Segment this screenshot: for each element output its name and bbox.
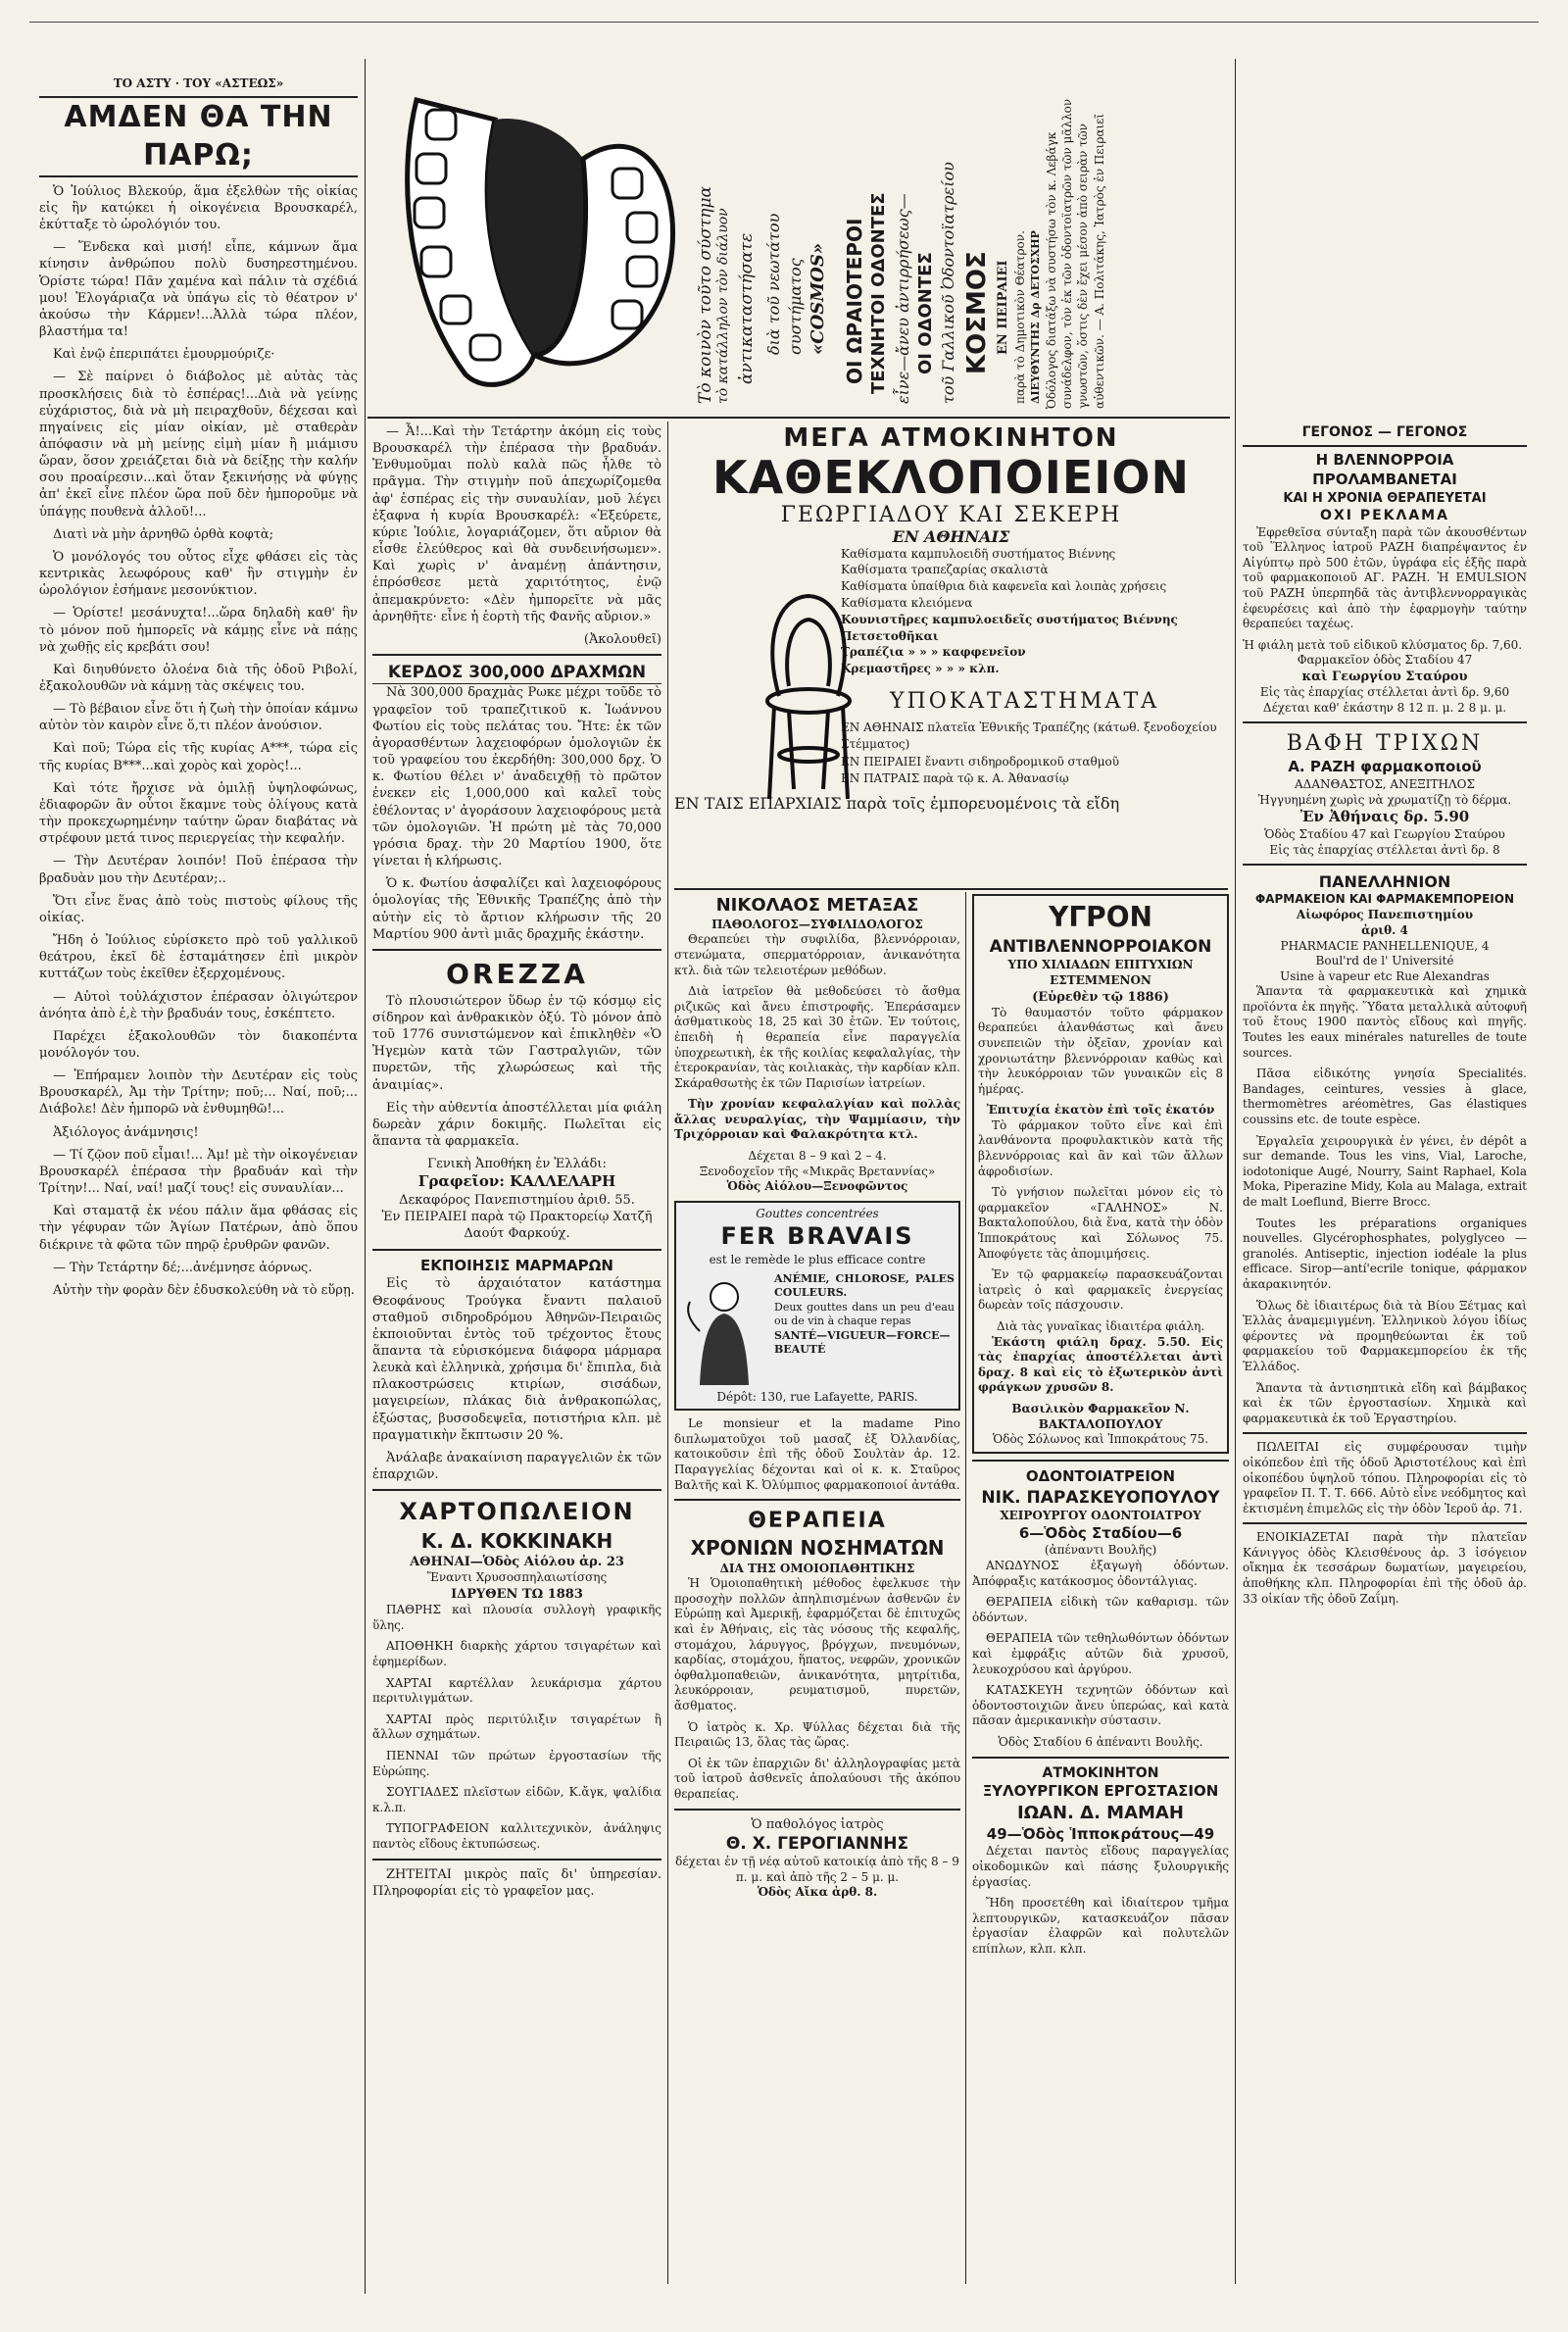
vafi-price: Ἐν Ἀθήναις δρ. 5.90 [1299, 808, 1470, 826]
vafi-name: Α. ΡΑΖΗ φαρμακοποιοῦ [1288, 758, 1482, 776]
metaxas-text: Θεραπεύει τὴν συφιλίδα, βλεννόρροιαν, στενώματα, σπερματόρροιαν, ἀνικανότητα κτλ. διὰ τῶν τελειοτέρων μεθόδων. [674, 932, 960, 977]
orezza-text2: Εἰς τὴν αὐθεντία ἀποστέλλεται μία φιάλη δωρεὰν χάριν δοκιμῆς. Πωλεῖται εἰς ἅπαντα τὰ φαρμακεῖα. [372, 1100, 662, 1150]
story-para: Διατὶ νὰ μὴν ἀρνηθῶ ὀρθὰ κοφτὰ; [53, 526, 274, 542]
column-three [674, 894, 960, 2286]
orezza-office: Γραφεῖον: ΚΑΛΛΕΛΑΡΗ [417, 1172, 616, 1191]
vafi-t3: Ἠγγυημένη χωρὶς νὰ χρωματίζῃ τὸ δέρμα. [1257, 792, 1512, 807]
kerdos-title: ΚΕΡΔΟΣ 300,000 ΔΡΑΧΜΩΝ [372, 662, 662, 684]
story-para: — Αὐτοὶ τοὐλάχιστον ἐπέρασαν ὀλιγώτερον ἀνόητα ἀπὸ ἐ,ὲ τὴν βραδυάν τους, ἐσκέπτετο. [39, 989, 358, 1021]
enoikiazetai-notice: ΕΝΟΙΚΙΑΖΕΤΑΙ παρὰ τὴν πλατεῖαν Κάνιγγος ὁδὸς Κλεισθένους ἀρ. 3 ἰσόγειον οἴκημα ἐκ τεσσάρων δωματίων, μαγειρείου, ἀποθήκης κλπ. Πληροφορίαι ἐπὶ τῆς ὁδοῦ ἀρ. 33 οἰκίαν τῆς ὁδοῦ Ζαΐμη. [1243, 1530, 1527, 1606]
chartopoleion-addr: ΑΘΗΝΑΙ—Ὁδὸς Αἰόλου ἀρ. 23 [410, 1555, 624, 1570]
fer-name: FER BRAVAIS [720, 1222, 914, 1251]
chartopoleion-line: ΤΥΠΟΓΡΑΦΕΙΟΝ καλλιτεχνικὸν, ἀνάληψις παντὸς εἴδους ἐκτυπώσεως. [372, 1821, 662, 1851]
gegonos-h1: Η ΒΛΕΝΝΟΡΡΟΙΑ ΠΡΟΛΑΜΒΑΝΕΤΑΙ [1312, 451, 1457, 489]
vafi-title: ΒΑΦΗ ΤΡΙΧΩΝ [1286, 731, 1484, 757]
column-two [372, 423, 662, 2286]
chartopoleion-line: ΣΟΥΓΙΑΔΕΣ πλεῖστων εἰδῶν, Κ.ἄγκ, ψαλίδια κ.λ.π. [372, 1785, 662, 1814]
gegonos-title: ΓΕΓΟΝΟΣ — ΓΕΓΟΝΟΣ [1301, 424, 1468, 440]
metaxas-text2: Διὰ ἰατρεῖον θὰ μεθοδεύσει τὸ ἄσθμα ριζικῶς καὶ ἄνευ ἐπιστροφῆς. Ἐπεράσαμεν ἀσθματικοὺς 18, 25 καὶ 30 ἐτῶν. Ἐν τούτοις, ἐπειδὴ ἡ θεραπεία εἶνε παραγγελία ὑποχρεωτικὴ, ἐκ τῆς κοιλίας κεφαλαλγίας, τὴν ἑτεροκρανίαν, τὰς κοιλιακὰς, τὴν καρδίαν κλπ. Σκάραθσωτὴς ἐκ τῶν Παρισίων ἰατρείων. [674, 984, 960, 1090]
panellinion-fr3: Usine à vapeur etc Rue Alexandras [1280, 968, 1490, 983]
cosmos-line: εἶνε—ἄνευ ἀντιρρήσεως— [894, 193, 912, 404]
panellinion-fr2: Boul'rd de l' Université [1315, 954, 1454, 968]
top-border [29, 8, 1539, 23]
ygron-title: ΥΓΡΟΝ [1049, 901, 1152, 933]
chartopoleion-founded: ΙΔΡΥΘΕΝ ΤΩ 1883 [451, 1587, 583, 1603]
fer-dose: Deux gouttes dans un peu d'eau ou de vin à chaque repas [774, 1300, 955, 1328]
therapeia-title: ΘΕΡΑΠΕΙΑ [748, 1509, 887, 1534]
furniture-branch: ΕΝ ΠΑΤΡΑΙΣ παρὰ τῷ κ. Α. Ἀθανασίῳ [841, 771, 1069, 786]
chair-illustration [755, 588, 862, 804]
furniture-item: Καθίσματα τραπεζαρίας σκαλιστὰ [841, 563, 1049, 577]
dentist-text: ΑΝΩΔΥΝΟΣ ἐξαγωγὴ ὀδόντων. Ἀπόφραξις κατάκοσμος ὀδοντάλγιας. [972, 1558, 1229, 1588]
pino-caption: Le monsieur et la madame Pino διπλωματοῦχοι τοῦ μασαζ ἐξ Ὀλλανδίας, κατοικοῦσιν ἐπὶ τῆς ὁδοῦ Σουλτὰν ἀρ. 12. Παραγγελίας δέχονται καὶ οἱ κ. κ. Σταῦρος Βαλτῆς καὶ Κ. Ὀλύμπιος φαρμακοποιοί ἀντάθα. [674, 1416, 960, 1492]
cosmos-line: παρὰ τὸ Δημοτικὸν Θέατρον. [1013, 230, 1027, 404]
story-para: — Ἕνδεκα καὶ μισή! εἶπε, κάμνων ἅμα κίνησιν ἀνθρώπου πολὺ δυσηρεστημένου. Ὁρίστε τώρα! Πᾶν χαμένα καὶ πάλιν τὰ σχέδιά μου! Ἐλογάριαζα νὰ ὑπάγω εἰς τὸ θέατρον ν' ἀκούσω τὴν Κάρμεν!...Ἀλλὰ τώρα πλέον, βλαστήμα τα! [39, 240, 358, 340]
story-title: ΑΜΔΕΝ ΘΑ ΤΗΝ ΠΑΡΩ; [39, 96, 358, 177]
kerdos-text: Νὰ 300,000 δραχμὰς Ρωκε μέχρι τοῦδε τὸ γραφεῖον τοῦ τραπεζιτικοῦ κ. Ἰωάννου Φωτίου εἰς τοὺς πελάτας του. Ἤτε: ἐκ τῶν ἀγορασθέντων λαχειοφόρων ὁμολογιῶν ἐκ τοῦ γραφείου του ἐκερδήθη: 300,000 δρχ. Ὁ κ. Φωτίου θέλει ν' ἀναδειχθῇ τὸ πρῶτον ἐνεκεν εἰς 1,000,000 καὶ καλεῖ τοὺς ἐθέλοντας ν' ἀγοράσουν λαχειοφόρους μετὰ τῶν ὁμολογιῶν. Ἡ πρώτη μὲ τὰς 70,000 γρόσια δραχ. τὴν 20 Μαρτίου 1900, ὅτε γίνεται ἡ κλήρωσις. [372, 685, 662, 869]
mamai-t3: ΙΩΑΝ. Δ. ΜΑΜΑΗ [1017, 1802, 1184, 1823]
gerogianis-t1: Ὁ παθολόγος ἰατρὸς [751, 1816, 884, 1832]
story-para: Καὶ διηυθύνετο ὀλοένα διὰ τῆς ὁδοῦ Ριβολί, ἐξακολουθῶν νὰ κάμνῃ τὰς σκέψεις του. [39, 662, 358, 694]
story-para: — Ὁρίστε! μεσάνυχτα!...ὥρα δηλαδὴ καθ' ἣν τὸ μόνον ποῦ ἠμπορεῖς νὰ κάμῃς εἶνε νὰ πάῃς νὰ χωθῇς εἰς κρεβάτι σου! [39, 606, 358, 655]
story-continued: — Ἆ!...Καὶ τὴν Τετάρτην ἀκόμη εἰς τοὺς Βρουσκαρέλ τὴν ἐπέρασα τὴν βραδυάν. Ἐνθυμοῦμαι πολὺ καλὰ πῶς ἦλθε τὸ πρᾶγμα. Τὴν στιγμὴν ποῦ ἀπεχωρίζομεθα ἀφ' ἑσπέρας εἰς τὴν συναυλίαν, μοῦ λέγει ἐξαφνα ἡ κυρία Βρουσκαρέλ: «Ἐξεύρετε, κύριε Ἰούλιε, λογαριάζομεν, ὅτι αὔριον θὰ εἶσθε ἐλεύθερος καὶ θὰ συνδεινήσωμεν». Καὶ χωρὶς ν' ἀναμένῃ ἀπάντησιν, ἐπρόσθεσε μετὰ χαριτότητος, ἐνῷ ἀπεμακρύνετο: «Δὲν ἠμπορεῖτε νὰ μᾶς ἀρνηθῆτε· εἶνε ἡ ἑορτὴ τῆς Φανῆς αὔριον.» [372, 424, 662, 624]
furniture-item: Καθίσματα καμπυλοειδῆ συστήματος Βιέννης [841, 546, 1116, 561]
story-para: — Τὴν Δευτέραν λοιπόν! Ποῦ ἐπέρασα τὴν βραδυὰν μου τὴν Δευτέραν;.. [39, 854, 358, 886]
panellinion-text3: Ἐργαλεῖα χειρουργικὰ ἐν γένει, ἐν dépôt a sur demande. Tous les vins, Vial, Laroche, iodotonique Augé, Nourry, Saint Raphael, Kola Moka, Piperazine Midy, Kola au Malaga, extrait de malt Loeflund, Bierre Brocc. [1243, 1133, 1527, 1209]
story-para: Καὶ ποῦ; Τώρα εἰς τῆς κυρίας Α***, τώρα εἰς τῆς κυρίας Β***...καὶ χορὸς καὶ χορὸς!... [39, 741, 358, 773]
ygron-t5: (Εὑρεθὲν τῷ 1886) [1032, 989, 1169, 1005]
fer-bravais-ad [674, 1201, 960, 1411]
chartopoleion-title: ΧΑΡΤΟΠΩΛΕΙΟΝ [399, 1498, 635, 1526]
ygron-sign: Βασιλικὸν Φαρμακεῖον Ν. ΒΑΚΤΑΛΟΠΟΥΛΟΥ [1011, 1401, 1190, 1431]
ad-rule [368, 417, 1230, 419]
ygron-text: Τὸ θαυμαστόν τοῦτο φάρμακον θεραπεύει ἀλανθάστως καὶ ἄνευ συνεπειῶν τὴν ὀξεῖαν, χρονίαν καὶ χρονιωτάτην βλεννόρροιαν καθὼς καὶ τὴν λευκόρροιαν τῶν γυναικῶν εἰς 8 ἡμέρας. [978, 1005, 1223, 1096]
metaxas-title: ΠΑΘΟΛΟΓΟΣ—ΣΥΦΙΛΙΔΟΛΟΓΟΣ [711, 917, 923, 931]
testimonial-text: Ὀδόλογος διατάξω νὰ συστήσω τὸν κ. Λεβάγκ συνάδελφον, τὸν ἐκ τῶν ὀδοντοϊατρῶν τῶν μᾶλλον γνωστῶν, ὅστις δὲν ἔχει μέσον ἀπὸ σειρὰν τῶν αὐθεντικῶν. — Α. Πολιτάκης, Ἰατρὸς ἐν Πειραιεῖ [1045, 98, 1106, 409]
panellinion-text6: Ἄπαντα τὰ ἀντισηπτικὰ εἴδη καὶ βάμβακος καὶ ἐκ τῶν ἐργοστασίων. Χημικὰ καὶ φαρμακευτικὰ ἐκ τοῦ Ἐργαστηρίου. [1243, 1380, 1527, 1425]
story-para: Ἤδη ὁ Ἰούλιος εὑρίσκετο πρὸ τοῦ γαλλικοῦ θεάτρου, ἐκεῖ δὲ ἐσταμάτησεν ἐπὶ μικρὸν κυττάζων τοὺς ἐκεῖθεν ἐξερχομένους. [39, 933, 358, 982]
furniture-branch: ΕΝ ΑΘΗΝΑΙΣ πλατεῖα Ἐθνικῆς Τραπέζης (κάτωθ. ξενοδοχείου Στέμματος) [841, 719, 1217, 752]
gegonos-hours: Δέχεται καθ' ἑκάστην 8 12 π. μ. 2 8 μ. μ. [1262, 700, 1507, 715]
panellinion-text4: Toutes les préparations organiques nouvelles. Glycérophosphates, polyglyceo — granolés. Antiseptic, injection iodéale la plus efficace. Sirop—antí'ecrile tonique, φάρμακον ἀκαρακινητόν. [1243, 1216, 1527, 1291]
cosmos-line: ΔΙΕΥΘΥΝΤΗΣ Δρ ΔΕΤΟΣΧΗΡ [1029, 230, 1042, 404]
ygron-ad [972, 894, 1229, 1454]
furniture-item: Τραπέζια » » » καφφενεῖον [841, 645, 1026, 660]
dentures-illustration [377, 61, 691, 414]
cosmos-ad [686, 61, 1042, 414]
furniture-item: Κρεμαστῆρες » » » κλπ. [841, 662, 1000, 676]
metaxas-hours: Δέχεται 8 – 9 καὶ 2 – 4. [748, 1149, 887, 1164]
dentist-t2: ΝΙΚ. ΠΑΡΑΣΚΕΥΟΠΟΥΛΟΥ [981, 1487, 1220, 1508]
story-para: — Τὴν Τετάρτην δέ;...ἀνέμνησε ἀόρνως. [53, 1260, 313, 1275]
mamai-text2: Ἤδη προσετέθη καὶ ἰδιαίτερον τμῆμα λεπτουργικῶν, κατασκευάζον πᾶσαν ἐργασίαν ἐλαφρῶν καὶ πολυτελῶν επίπλων, κλπ. κλπ. [972, 1896, 1229, 1956]
furniture-title1: ΜΕΓΑ ΑΤΜΟΚΙΝΗΤΟΝ [783, 423, 1119, 453]
furniture-item: Κουνιστῆρες καμπυλοειδεῖς συστήματος Βιέννης [841, 612, 1178, 626]
column-story [39, 76, 358, 2292]
fer-sub: est le remède le plus efficace contre [709, 1253, 926, 1267]
gerogianis-name: Θ. Χ. ΓΕΡΟΓΙΑΝΝΗΣ [725, 1833, 909, 1854]
cosmos-line: ΚΟΣΜΟΣ [962, 251, 992, 374]
furniture-branch: ΕΝ ΠΕΙΡΑΙΕΙ ἔναντι σιδηροδρομικοῦ σταθμοῦ [841, 754, 1120, 769]
gegonos-pharm: Φαρμακεῖον ὁδὸς Σταδίου 47 [1297, 653, 1473, 668]
marmara-text: Εἰς τὸ ἀρχαιότατον κατάστημα Θεοφάνους Τρούγκα ἔναντι παλαιοῦ σταθμοῦ σιδηροδρόμου Ἀθηνῶν-Πειραιῶς ἐκποιοῦνται ἐντὸς τοῦ τρέχοντος ἔτους ἅπαντα τὰ εὑρισκόμενα διάφορα μάρμαρα λευκὰ καὶ ἑλληνικὰ, χρήσιμα δι' ἔπιπλα, διὰ πλακοστρώσεις κτιρίων, σισάδων, μαγειρείων, πλάκας διὰ ἀνθρακοπώλας, ἐξώστας, βυσσοδεψεῖα, ποτιστήρια κλπ. μὲ πραγματικὴν ἔκπτωσιν 20 %. [372, 1276, 662, 1443]
marmara-text2: Ἀνάλαβε ἀνακαίνιση παραγγελιῶν ἐκ τῶν ἐπαρχιῶν. [372, 1450, 662, 1483]
column-rule [365, 59, 366, 2294]
cosmos-line: τοῦ Γαλλικοῦ Ὀδοντοϊατρείου [939, 162, 957, 404]
cosmos-line: ΕΝ ΠΕΙΡΑΙΕΙ [996, 260, 1010, 355]
kerdos-text2: Ὁ κ. Φωτίου ἀσφαλίζει καὶ λαχειοφόρους ὁμολογίας τῆς Ἐθνικῆς Τραπέζης ἀπὸ τὴν αὐτὴν εἰς τὸ ἄρτιον κλήρωσιν τῆς 20 Μαρτίου 900 ἀντὶ μιᾶς δραχμῆς ἑκάστην. [372, 876, 662, 942]
story-para: — Τί ζῷον ποῦ εἶμαι!... Ἀμ! μὲ τὴν οἰκογένειαν Βρουσκαρέλ ἐπέρασα τὴν βραδυάν καὶ τὴν Τρίτην!... Ναί, ναί! μαζί τους! εἰς συναυλίαν... [39, 1147, 358, 1197]
metaxas-addr2: Ὁδὸς Αἰόλου—Ξενοφῶντος [726, 1179, 908, 1194]
mamai-text: Δέχεται παντὸς εἴδους παραγγελίας οἰκοδομικῶν καὶ πάσης ξυλουργικῆς ἐργασίας. [972, 1844, 1229, 1889]
column-rule [965, 892, 966, 2284]
chartopoleion-line: ΧΑΡΤΑΙ καρτέλλαν λευκάρισμα χάρτου περιτυλιγμάτων. [372, 1675, 662, 1706]
story-para: Αὐτὴν τὴν φορὰν δὲν ἐδυσκολεύθη νὰ τὸ εὕρῃ. [53, 1282, 355, 1298]
metaxas-addr: Ξενοδοχεῖον τῆς «Μικρᾶς Βρεταννίας» [699, 1164, 936, 1178]
orezza-addr: Δεκαφόρος Πανεπιστημίου ἀριθ. 55. [399, 1193, 635, 1209]
column-five [1243, 423, 1527, 2286]
zitoun-notice: ΖΗΤΕΙΤΑΙ μικρὸς παῖς δι' ὑπηρεσίαν. Πληροφορίαι εἰς τὸ γραφεῖον μας. [372, 1866, 662, 1899]
chartopoleion-name: Κ. Δ. ΚΟΚΚΙΝΑΚΗ [420, 1528, 613, 1553]
panellinion-t3: Αἰωφόρος Πανεπιστημίου [1296, 908, 1474, 922]
dentist-text2: ΘΕΡΑΠΕΙΑ εἰδικὴ τῶν καθαρισμ. τῶν ὀδόντων. [972, 1595, 1229, 1624]
dentist-t3: ΧΕΙΡΟΥΡΓΟΥ ΟΔΟΝΤΟΙΑΤΡΟΥ [1000, 1509, 1201, 1522]
vafi-t2: ΑΔΑΝΘΑΣΤΟΣ, ΑΝΕΞΙΤΗΛΟΣ [1294, 777, 1475, 792]
cosmos-testimonial [1044, 61, 1230, 414]
metaxas-highlight: Τὴν χρονίαν κεφαλαλγίαν καὶ πολλὰς ἄλλας νευραλγίας, τὴν Ψαμμίασιν, τὴν Τριχόρροιαν καὶ Φαλακρότητα κτλ. [674, 1097, 960, 1142]
chartopoleion-line: ΧΑΡΤΑΙ πρὸς περιτύλιξιν τσιγαρέτων ἢ ἄλλων σχημάτων. [372, 1712, 662, 1742]
story-para: Καὶ τότε ἤρχισε νὰ ὁμιλῇ ὑψηλοφώνως, ἐδιαφορῶν ἂν οὗτοι ἔκαμνε τοὺς ὀλίγους κατὰ τὴν προκεχωρημένην ταύτην ὥραν διαβάτας νὰ στρέφουν μετά τινος περιεργείας τὴν κεφαλήν. [39, 780, 358, 847]
cosmos-line: ΤΕΧΝΗΤΟΙ ΟΔΟΝΤΕΣ [868, 192, 889, 394]
mamai-t4: 49—Ὁδὸς Ἱπποκράτους—49 [986, 1824, 1215, 1843]
orezza-piraeus: Ἐν ΠΕΙΡΑΙΕΙ παρὰ τῷ Πρακτορείῳ Χατζῆ Δαούτ Φαρκούχ. [381, 1210, 653, 1242]
fer-brand: SANTÉ—VIGUEUR—FORCE—BEAUTÉ [774, 1328, 951, 1357]
orezza-text: Τὸ πλουσιώτερον ὕδωρ ἐν τῷ κόσμῳ εἰς σίδηρον καὶ ἀνθρακικὸν ὀξύ. Τὸ μόνον ἀπὸ τοῦ 1776 συνιστώμενον καὶ ἐπικληθὲν «Ὁ Ἡγεμὼν κατὰ τῶν Γαστραλγιῶν, τῶν πυρετῶν, τῆς χλωρώσεως καὶ τῆς ἀναιμίας». [372, 993, 662, 1093]
dentist-text3: ΘΕΡΑΠΕΙΑ τῶν τεθηλωθόντων ὀδόντων καὶ ἐμφράξις αὐτῶν διὰ χρυσοῦ, λευκοχρύσου καὶ ἀργύρου. [972, 1631, 1229, 1676]
poleitai-notice: ΠΩΛΕΙΤΑΙ εἰς συμφέρουσαν τιμὴν οἰκόπεδον ἐπὶ τῆς ὁδοῦ Ἀριστοτέλους καὶ ἐπὶ οἰκοπέδου ὑψηλοῦ τόπου. Πληροφορίαι εἰς τὸ γραφεῖον Π. Τ. Τ. 666. Αὐτὸ εἶνε νεόδμητος καὶ ἐκτισμένη ἐπιμελῶς εἰς τὴν ὁδὸν Ἱεροῦ ἀρ. 71. [1243, 1440, 1527, 1515]
ad-rule [674, 888, 1228, 890]
cosmos-line: Τὸ κοινὸν τοῦτο σύστημα [696, 185, 715, 404]
metaxas-name: ΝΙΚΟΛΑΟΣ ΜΕΤΑΞΑΣ [715, 895, 919, 916]
panellinion-fr1: PHARMACIE PANHELLENIQUE, 4 [1280, 938, 1490, 953]
story-para: Καὶ σταματᾷ ἐκ νέου πάλιν ἅμα φθάσας εἰς τὴν γέφυραν τῶν Ἁγίων Πατέρων, ἀπὸ ὅπου διέκρινε τὰ φῶτα τῶν πηρῷ ἐρυθρῶν φανῶν. [39, 1204, 358, 1253]
ygron-t6: Ἐπιτυχία ἐκατὸν ἐπὶ τοῖς ἑκατόν [986, 1103, 1215, 1117]
furniture-branches: ΥΠΟΚΑΤΑΣΤΗΜΑΤΑ [889, 688, 1160, 714]
gegonos-pharm2: καὶ Γεωργίου Σταύρου [1301, 670, 1468, 685]
column-rule [667, 422, 668, 2284]
column-rule [1235, 59, 1236, 2284]
furniture-item: Καθίσματα κλειόμενα [841, 595, 973, 610]
ygron-t4: ΕΣΤΕΜΜΕΝΟΝ [1050, 972, 1152, 987]
fer-ills: ANÉMIE, CHLOROSE, PALES COULEURS. [774, 1271, 955, 1300]
cosmos-line: συστήματος [786, 258, 805, 355]
vafi-prov: Εἰς τὰς ἐπαρχίας στέλλεται ἀντὶ δρ. 8 [1269, 842, 1500, 857]
column-four [972, 894, 1229, 2286]
furniture-city: ΕΝ ΑΘΗΝΑΙΣ [892, 526, 1010, 546]
fer-depot: Dépôt: 130, rue Lafayette, PARIS. [716, 1389, 918, 1404]
furniture-title2: ΚΑΘΕΚΛΟΠΟΙΕΙΟΝ [712, 451, 1190, 504]
ygron-price: Ἑκάστη φιάλη δραχ. 5.50. Εἰς τὰς ἐπαρχίας ἀποστέλλεται ἀντὶ δραχ. 8 καὶ εἰς τὸ ἐξωτερικὸν ἀντὶ φράγκων χρυσῶν 8. [978, 1334, 1223, 1395]
chartopoleion-line: ΑΠΟΘΗΚΗ διαρκὴς χάρτου τσιγαρέτων καὶ ἐφημερίδων. [372, 1639, 662, 1669]
orezza-agency: Γενικὴ Ἀποθήκη ἐν Ἑλλάδι: [427, 1157, 607, 1172]
ygron-text5: Διὰ τὰς γυναῖκας ἰδιαιτέρα φιάλη. [996, 1319, 1205, 1334]
ygron-t2: ΑΝΤΙΒΛΕΝΝΟΡΡΟΙΑΚΟΝ [989, 936, 1212, 957]
therapeia-t2: ΧΡΟΝΙΩΝ ΝΟΣΗΜΑΤΩΝ [690, 1536, 945, 1561]
story-para: Ὁ μονόλογός του οὗτος εἶχε φθάσει εἰς τὰς κεντρικὰς λεωφόρους καθ' ἣν στιγμὴν ἐν ὡρολόγιον ἐσήμανε μεσονύκτιον. [39, 549, 358, 599]
cosmos-line: ἀντικαταστήσατε [737, 232, 757, 384]
mamai-t1: ΑΤΜΟΚΙΝΗΤΟΝ [1042, 1764, 1159, 1781]
therapeia-doc: Ὁ ἰατρὸς κ. Χρ. Ψύλλας δέχεται διὰ τῆς Πειραιῶς 13, ὅλας τὰς ὥρας. [674, 1719, 960, 1750]
mamai-t2: ΞΥΛΟΥΡΓΙΚΟΝ ΕΡΓΟΣΤΑΣΙΟΝ [982, 1781, 1219, 1800]
cosmos-line: τὸ κατάλληλον τὸν διάλυον [715, 208, 731, 404]
ygron-text4: Ἐν τῷ φαρμακείῳ παρασκευάζονται ἰατρεὶς ὁ καὶ φαρμακεῖς ἐνεργείας δωρεὰν τοῖς πάσχουσιν. [978, 1267, 1223, 1313]
ygron-sign2: Ὁδὸς Σόλωνος καὶ Ἱπποκράτους 75. [992, 1432, 1209, 1447]
cosmos-line: «COSMOS» [808, 242, 828, 355]
story-para: — Σὲ παίρνει ὁ διάβολος μὲ αὐτὰς τὰς προσκλήσεις διὰ τὸ ἑσπέρας!...Διὰ νὰ γείνῃς εὐχάριστος, διὰ νὰ μὴ πειραχθοῦν, δέχεσαι καὶ πηγαίνεις εἰς μίαν οἰκίαν, μὲ σταθερὰν ἀπόφασιν νὰ μὴ μείνῃς εἰμὴ μίαν ἢ μιάμισυ ὥραν, ὅσον χρειάζεται διὰ νὰ δείξῃς τὴν καλήν σου προαίρεσιν...καὶ ὅταν ξεκινήσῃς νὰ φύγῃς ἀπ' ἐκεῖ εἶνε πλέον ὥρα ποῦ δὲν ἠμποροῦμε νὰ ὑπάγῃς πουθενὰ ἀλλοῦ!... [39, 370, 358, 520]
gegonos-text: Ἐφρεθεῖσα σύνταξη παρὰ τῶν ἀκουσθέντων τοῦ Ἕλληνος ἰατροῦ ΡΑΖΗ διαπρέψαντος ἐν Αἰγύπτῳ πρὸ 500 ἐτῶν, ὑγράφα εἰς ἑξῆς παρὰ τοῦ φαρμακοποιοῦ ΑΓ. ΡΑΖΗ. Ἡ EMULSION τοῦ ΡΑΖΗ ὑπερπηδᾶ τὰς ἀντιβλεννορραγικὰς ἐφευρέσεις καὶ ἀπὸ τὴν ἐφαρμογὴν ταύτην θεραπεύει ταχέως. [1243, 524, 1527, 631]
therapeia-t3: ΔΙΑ ΤΗΣ ΟΜΟΙΟΠΑΘΗΤΙΚΗΣ [719, 1561, 915, 1575]
furniture-title3: ΓΕΩΡΓΙΑΔΟΥ ΚΑΙ ΣΕΚΕΡΗ [780, 502, 1122, 527]
gerogianis-addr: Ὁδὸς Αἴκα ἀρθ. 8. [757, 1885, 878, 1900]
panellinion-text: Ἅπαντα τὰ φαρμακευτικὰ καὶ χημικὰ προϊόντα ἐκ πηγῆς. Ὕδατα μεταλλικὰ αὐτοφυῆ τοῦ ἔτους 1900 παντὸς εἴδους καὶ πηγῆς. Toutes les eaux minérales naturelles de toute sources. [1243, 984, 1527, 1060]
chartopoleion-line: ΠΑΘΡΗΣ καὶ πλουσία συλλογὴ γραφικῆς ὕλης. [372, 1603, 662, 1632]
cosmos-line: ΟΙ ΩΡΑΙΟΤΕΡΟΙ [843, 218, 866, 384]
story-para: — Τὸ βέβαιον εἶνε ὅτι ἡ ζωὴ τὴν ὁποίαν κάμνω αὐτὸν τὸν καιρὸν εἶνε ὅ,τι πλέον ἀνούσιον. [39, 702, 358, 734]
lady-figure [680, 1272, 768, 1390]
panellinion-t4: ἀριθ. 4 [1361, 922, 1408, 937]
furniture-provinces: ΕΝ ΤΑΙΣ ΕΠΑΡΧΙΑΙΣ παρὰ τοῖς ἐμπορευομένοις τὰ εἴδη [674, 793, 1120, 813]
dentist-t4: 6—Ὁδὸς Σταδίου—6 [1018, 1523, 1183, 1542]
therapeia-text: Ἡ Ὁμοιοπαθητικὴ μέθοδος ἐφελκυσε τὴν προσοχὴν πολλῶν ἀπηλπισμένων ἀσθενῶν ἐν Εὐρώπῃ καὶ Ἀμερικῇ, ἐφαρμόζεται δὲ ἐπιτυχῶς καὶ ἐν Ἀθήναις, εἰς τὰς νόσους τῆς κεφαλῆς, στομάχου, λάρυγγος, βρόγχων, πνευμόνων, καρδίας, στομάχου, ἥπατος, νεφρῶν, χρονικῶν ὀφθαλμοπαθειῶν, ἀνικανότητα, μητρίτιδα, λευκόρροιαν, ρευματισμοῦ, πυρετῶν, ἄσθματος. [674, 1576, 960, 1713]
story-para: — Ἐπήραμεν λοιπὸν τὴν Δευτέραν εἰς τοὺς Βρουσκαρέλ, Ἀμ τὴν Τρίτην; ποῦ;... Ναί, ποῦ;... Διάβολε! Δὲν ἠμπορῶ νὰ ἐνθυμηθῶ!... [39, 1068, 358, 1117]
panellinion-t1: ΠΑΝΕΛΛΗΝΙΟΝ [1318, 872, 1451, 892]
ygron-text2: Τὸ φάρμακον τοῦτο εἶνε καὶ ἐπὶ λανθάνοντα προφυλακτικὸν κατὰ τῆς βλεννόρροιας καὶ ἂν καὶ τῶν ἄλλων ἀφροδισίων. [978, 1117, 1223, 1178]
orezza-title: OREZZA [446, 957, 588, 990]
cosmos-line: διὰ τοῦ νεωτάτου [764, 213, 783, 355]
cosmos-line: ΟΙ ΟΔΟΝΤΕΣ [915, 252, 936, 374]
panellinion-text5: Ὅλως δὲ ἰδιαιτέρως διὰ τὰ Βίου Ξέτμας καὶ Ἑλλὰς ἀναμεμιγμένη. Ἑλληνικοὺ λόγου ἰδίως φέροντες νὰ προμηθεύωνται ἐκ τοῦ φαρμακείου τοῦ Φαρμακεμπορείου ἐκ τῆς Ἐλλάδος. [1243, 1298, 1527, 1373]
dentist-addr: Ὁδὸς Σταδίου 6 ἀπέναντι Βουλῆς. [998, 1734, 1203, 1749]
story-para: Ὅτι εἶνε ἕνας ἀπὸ τοὺς πιστοὺς φίλους τῆς οἰκίας. [39, 893, 358, 925]
running-head: ΤΟ ΑΣΤΥ · ΤΟΥ «ΑΣΤΕΩΣ» [113, 76, 284, 90]
panellinion-t2: ΦΑΡΜΑΚΕΙΟΝ ΚΑΙ ΦΑΡΜΑΚΕΜΠΟΡΕΙΟΝ [1254, 892, 1515, 907]
marmara-title: ΕΚΠΟΙΗΣΙΣ ΜΑΡΜΑΡΩΝ [420, 1256, 613, 1274]
gerogianis-text: δέχεται ἐν τῇ νέᾳ αὐτοῦ κατοικίᾳ ἀπὸ τῆς 8 – 9 π. μ. καὶ ἀπὸ τῆς 2 – 5 μ. μ. [675, 1855, 959, 1884]
furniture-item: Πετσετοθῆκαι [841, 628, 939, 643]
therapeia-letters: Οἱ ἐκ τῶν ἐπαρχιῶν δι' ἀλληλογραφίας μετὰ τοῦ ἰατροῦ ἀσθενεῖς ἀπολαύουσι τῆς ἀκόπου θεραπείας. [674, 1756, 960, 1801]
story-para: Παρέχει ἐξακολουθῶν τὸν διακοπέντα μονόλογόν του. [39, 1028, 358, 1061]
ygron-text3: Τὸ γνήσιον πωλεῖται μόνον εἰς τὸ φαρμακεῖον «ΓΑΛΗΝΟΣ» Ν. Βακταλοπούλου, διὰ ἕνα, κατὰ τὴν ὁδὸν Ἱπποκράτους καὶ Σόλωνος 75. Ἀποφύγετε τὰς ἀπομιμήσεις. [978, 1185, 1223, 1261]
chartopoleion-line: ΠΕΝΝΑΙ τῶν πρώτων ἐργοστασίων τῆς Εὐρώπης. [372, 1748, 662, 1778]
gegonos-h2: ΚΑΙ Η ΧΡΟΝΙΑ ΘΕΡΑΠΕΥΕΤΑΙ [1283, 491, 1487, 507]
dentist-text4: ΚΑΤΑΣΚΕΥΗ τεχνητῶν ὀδόντων καὶ ὀδοντοστοιχιῶν ἄνευ ὑπερώας, καὶ κατὰ πᾶσαν ἀμερικανικὴν σύστασιν. [972, 1683, 1229, 1728]
ygron-t3: ΥΠΟ ΧΙΛΙΑΔΩΝ ΕΠΙΤΥΧΙΩΝ [1007, 958, 1194, 972]
story-para: Καὶ ἐνῷ ἐπεριπάτει ἐμουρμούριζε· [53, 347, 275, 363]
vafi-addr: Ὁδὸς Σταδίου 47 καὶ Γεωργίου Σταύρου [1264, 827, 1505, 842]
to-be-continued: (Ἀκολουθεῖ) [583, 631, 662, 647]
story-para: Ἀξιόλογος ἀνάμνησις! [53, 1124, 199, 1140]
gegonos-h3: ΟΧΙ ΡΕΚΛΑΜΑ [1320, 508, 1449, 524]
fer-tag: Gouttes concentrées [756, 1206, 879, 1220]
chartopoleion-sub: Ἔναντι Χρυσοσπηλαιωτίσσης [426, 1570, 608, 1585]
panellinion-text2: Πᾶσα εἰδικότης γνησία Specialités. Bandages, ceintures, vessies à glace, thermomètres aréomètres, Gas élastiques coussins etc. de toute espèce. [1243, 1067, 1527, 1127]
furniture-item: Καθίσματα ὑπαίθρια διὰ καφενεῖα καὶ λοιπὰς χρήσεις [841, 579, 1167, 594]
gegonos-prov: Εἰς τὰς ἐπαρχίας στέλλεται ἀντὶ δρ. 9,60 [1259, 685, 1510, 700]
gegonos-price: Ἡ φιάλη μετὰ τοῦ εἰδικοῦ κλύσματος δρ. 7,60. [1243, 637, 1523, 652]
dentist-t5: (ἀπέναντι Βουλῆς) [1044, 1543, 1157, 1558]
story-para: Ὁ Ἰούλιος Βλεκούρ, ἅμα ἐξελθὼν τῆς οἰκίας εἰς ἣν κατῴκει ἡ οἰκογένεια Βρουσκαρέλ, ἐκύτταξε τὸ ὡρολόγιόν του. [39, 183, 358, 233]
dentist-t1: ΟΔΟΝΤΟΙΑΤΡΕΙΟΝ [1025, 1466, 1176, 1485]
